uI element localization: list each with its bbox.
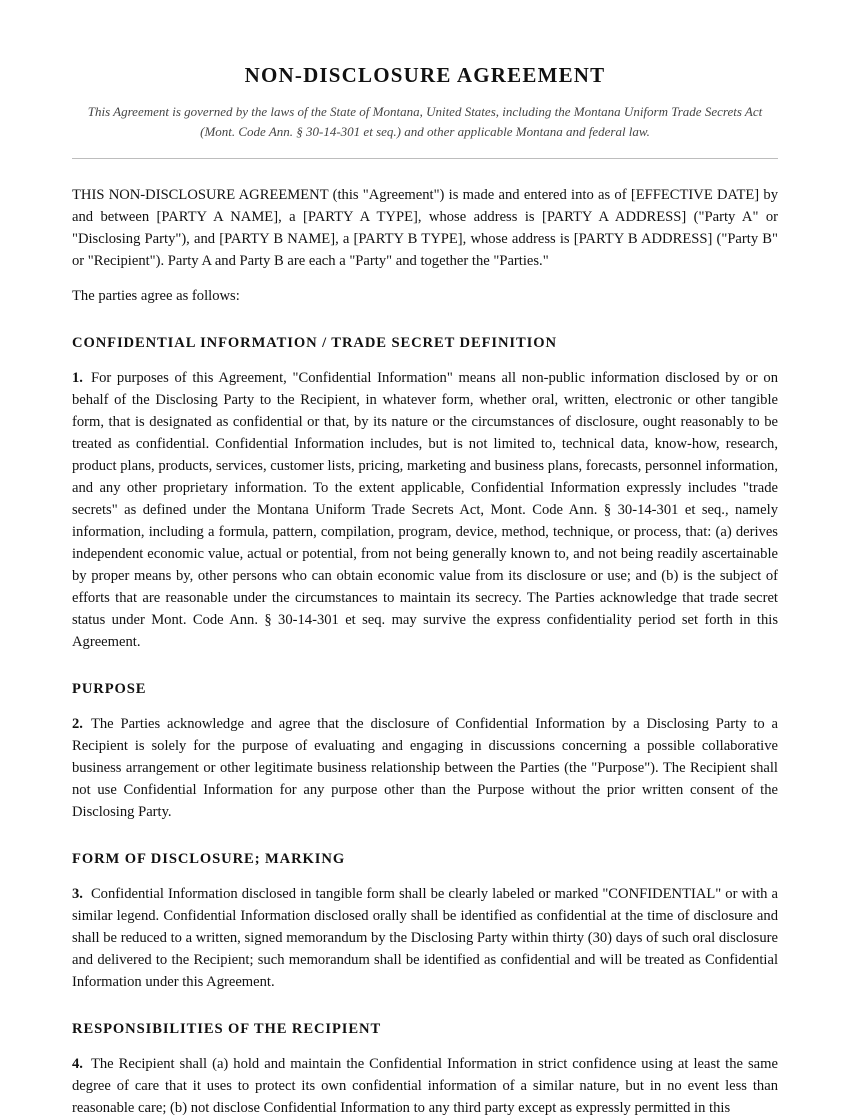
section-heading: PURPOSE — [72, 681, 147, 697]
section-heading: FORM OF DISCLOSURE; MARKING — [72, 851, 346, 867]
clause-paragraph — [72, 367, 778, 653]
clause-paragraph — [72, 713, 778, 823]
section-form-of-disclosure — [72, 848, 778, 993]
clause-text: Confidential Information disclosed in tangible form shall be clearly labeled or marked "CONFIDENTIAL" or with a similar legend. Confidential Information disclosed orally shall be identified as confidential at the time of disclosure and shall be reduced to a written, signed memorandum by the Disclosing Party within thirty (30) days of such oral disclosure and delivered to the Recipient; such memorandum shall be identified as confidential and will be treated as Confidential Information under this Agreement. — [72, 886, 778, 990]
header-divider — [72, 158, 778, 159]
section-heading: CONFIDENTIAL INFORMATION / TRADE SECRET DEFINITION — [72, 335, 557, 351]
clause-paragraph — [72, 883, 778, 993]
clause-text: The Recipient shall (a) hold and maintain the Confidential Information in strict confidence using at least the same degree of care that it uses to protect its own confidential information of a similar nature, but in no event less than reasonable care; (b) not disclose Confidential Information to any third party except as expressly permitted in this — [72, 1056, 778, 1116]
clause-text: The Parties acknowledge and agree that the disclosure of Confidential Information by a Disclosing Party to a Recipient is solely for the purpose of evaluating and engaging in discussions concerning a possible collaborative business arrangement or other legitimate business relationship between the Parties (the "Purpose"). The Recipient shall not use Confidential Information for any purpose other than the Purpose without the prior written consent of the Disclosing Party. — [72, 716, 778, 820]
document-title: NON-DISCLOSURE AGREEMENT — [244, 63, 606, 87]
clause-number: 4. — [72, 1056, 83, 1072]
clause-number: 3. — [72, 886, 83, 902]
section-confidential-information — [72, 332, 778, 653]
governing-law-note: This Agreement is governed by the laws of the State of Montana, United States, including the Montana Uniform Trade Secrets Act (Mont. Code Ann. § 30-14-301 et seq.) and other applicable Montana and federal law. — [87, 104, 763, 139]
clause-paragraph — [72, 1053, 778, 1119]
section-purpose — [72, 678, 778, 823]
clause-text: For purposes of this Agreement, "Confidential Information" means all non-public information disclosed by or on behalf of the Disclosing Party to the Recipient, in whatever form, whether oral, written, electronic or other tangible form, that is designated as confidential or that, by its nature or the circumstances of disclosure, ought reasonably to be treated as confidential. Confidential Information includes, but is not limited to, technical data, know-how, research, product plans, products, services, customer lists, pricing, marketing and business plans, forecasts, personnel information, and any other proprietary information. To the extent applicable, Confidential Information expressly includes "trade secrets" as defined under the Montana Uniform Trade Secrets Act, Mont. Code Ann. § 30-14-301 et seq., namely information, including a formula, pattern, compilation, program, device, method, technique, or process, that: (a) derives independent economic value, actual or potential, from not being generally known to, and not being readily ascertainable by proper means by, other persons who can obtain economic value from its disclosure or use; and (b) is the subject of efforts that are reasonable under the circumstances to maintain its secrecy. The Parties acknowledge that trade secret status under Mont. Code Ann. § 30-14-301 et seq. may survive the express confidentiality period set forth in this Agreement. — [72, 370, 778, 650]
section-heading: RESPONSIBILITIES OF THE RECIPIENT — [72, 1021, 382, 1037]
intro-paragraph: THIS NON-DISCLOSURE AGREEMENT (this "Agreement") is made and entered into as of [EFFECTIVE DATE] by and between [PARTY A NAME], a [PARTY A TYPE], whose address is [PARTY A ADDRESS] ("Party A" or "Disclosing Party"), and [PARTY B NAME], a [PARTY B TYPE], whose address is [PARTY B ADDRESS] ("Party B" or "Recipient"). Party A and Party B are each a "Party" and together the "Parties." — [72, 187, 778, 269]
section-recipient-responsibilities — [72, 1018, 778, 1119]
clause-number: 1. — [72, 370, 83, 386]
clause-number: 2. — [72, 716, 83, 732]
agreement-statement: The parties agree as follows: — [72, 288, 240, 304]
